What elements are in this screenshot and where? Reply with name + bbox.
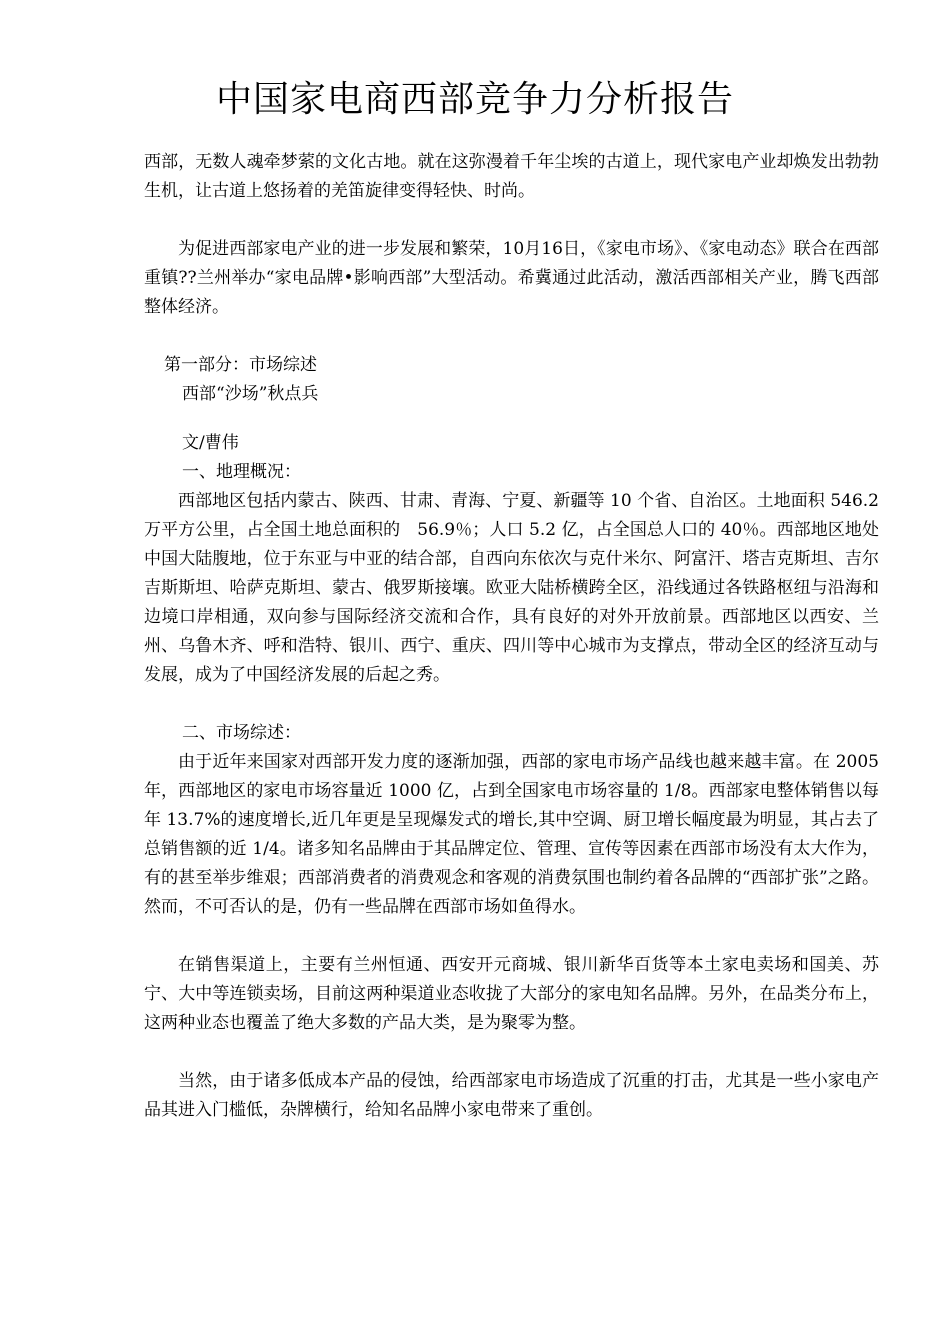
paragraph-spacer (144, 206, 879, 235)
paragraph-spacer (144, 1038, 879, 1067)
intro-paragraph-2: 为促进西部家电产业的进一步发展和繁荣，10月16日，《家电市场》、《家电动态》联合在西部重镇??兰州举办“家电品牌•影响西部”大型活动。希冀通过此活动，激活西部相关产业，腾飞西部整体经济。 (144, 239, 879, 317)
section1-heading: 一、地理概况： (182, 462, 301, 482)
part1-subtitle: 西部“沙场”秋点兵 (182, 384, 319, 404)
document-body (144, 148, 879, 1125)
section1-body: 西部地区包括内蒙古、陕西、甘肃、青海、宁夏、新疆等 10 个省、自治区。土地面积 546.2 万平方公里，占全国土地总面积的 56.9％；人口 5.2 亿，占全国总人口的 40％。西部地区地处中国大陆腹地，位于东亚与中亚的结合部，自西向东依次与克什米尔、阿富汗、塔吉克斯坦、吉尔吉斯斯坦、哈萨克斯坦、蒙古、俄罗斯接壤。欧亚大陆桥横跨全区，沿线通过各铁路枢纽与沿海和边境口岸相通，双向参与国际经济交流和合作，具有良好的对外开放前景。西部地区以西安、兰州、乌鲁木齐、呼和浩特、银川、西宁、重庆、四川等中心城市为支撑点，带动全区的经济互动与发展，成为了中国经济发展的后起之秀。 (144, 491, 879, 685)
paragraph-spacer (144, 922, 879, 951)
intro-paragraph-1: 西部，无数人魂牵梦萦的文化古地。就在这弥漫着千年尘埃的古道上，现代家电产业却焕发出勃勃生机，让古道上悠扬着的羌笛旋律变得轻快、时尚。 (144, 152, 879, 201)
section2-heading: 二、市场综述： (182, 723, 301, 743)
paragraph-spacer (144, 322, 879, 351)
document-title: 中国家电商西部竞争力分析报告 (215, 79, 734, 120)
author-line: 文/曹伟 (182, 433, 239, 453)
section2-body: 由于近年来国家对西部开发力度的逐渐加强，西部的家电市场产品线也越来越丰富。在 2005 年，西部地区的家电市场容量近 1000 亿，占到全国家电市场容量的 1/8。西部家电整体销售以每年 13.7%的速度增长,近几年更是呈现爆发式的增长,其中空调、厨卫增长幅度最为明显，其占去了总销售额的近 1/4。诸多知名品牌由于其品牌定位、管理、宣传等因素在西部市场没有太大作为，有的甚至举步维艰；西部消费者的消费观念和客观的消费氛围也制约着各品牌的“西部扩张”之路。然而，不可否认的是，仍有一些品牌在西部市场如鱼得水。 (144, 752, 879, 917)
channels-paragraph: 在销售渠道上，主要有兰州恒通、西安开元商城、银川新华百货等本土家电卖场和国美、苏宁、大中等连锁卖场，目前这两种渠道业态收拢了大部分的家电知名品牌。另外，在品类分布上，这两种业态也覆盖了绝大多数的产品大类，是为聚零为整。 (144, 955, 879, 1033)
closing-paragraph: 当然，由于诸多低成本产品的侵蚀，给西部家电市场造成了沉重的打击，尤其是一些小家电产品其进入门槛低，杂牌横行，给知名品牌小家电带来了重创。 (144, 1071, 879, 1120)
paragraph-spacer (144, 690, 879, 719)
paragraph-spacer (144, 409, 879, 429)
part1-heading: 第一部分：市场综述 (164, 355, 317, 375)
